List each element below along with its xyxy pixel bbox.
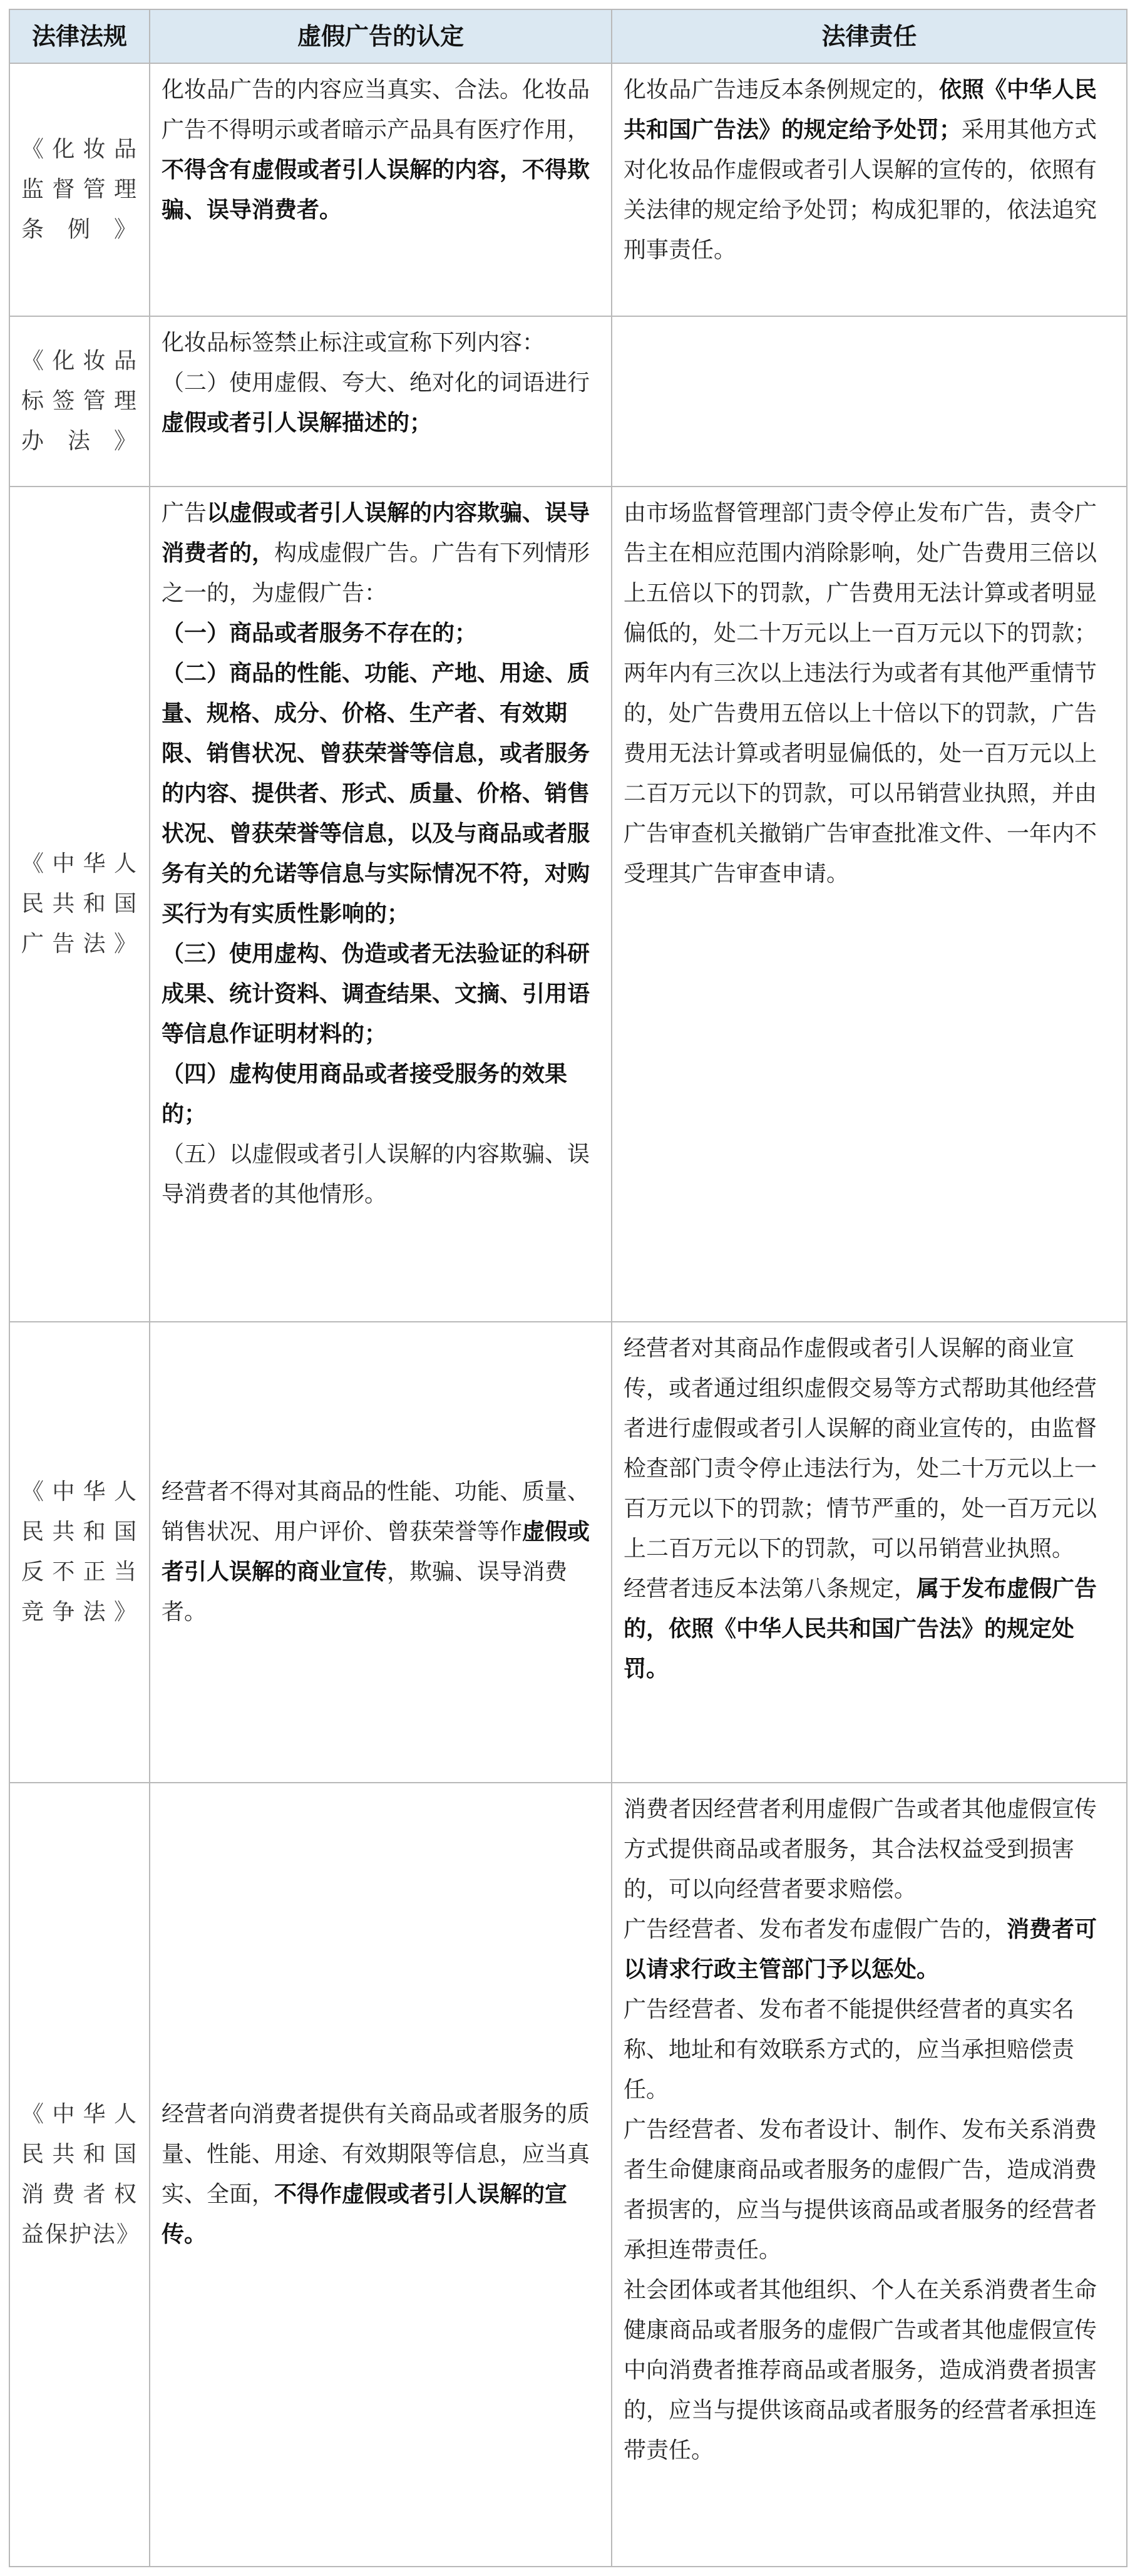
law-name: 《化妆品监督管理条例》 [21, 137, 138, 242]
table-row [9, 1783, 1127, 2567]
law-name-cell [9, 1783, 150, 2567]
law-name-cell [9, 487, 150, 1322]
bold-text-segment: 虚假或者引人误解描述的； [162, 410, 433, 436]
text-segment: ，欺骗、误导消费者。 [162, 1559, 568, 1625]
table-header [9, 9, 1127, 63]
paragraph [624, 1329, 1115, 1569]
paragraph [624, 1910, 1115, 1990]
liability-cell [612, 316, 1127, 487]
text-segment: （二）使用虚假、夸大、绝对化的词语进行 [162, 370, 590, 396]
text-segment: 采用其他方式对化妆品作虚假或者引人误解的宣传的，依照有关法律的规定给予处罚；构成犯罪的，依法追究刑事责任。 [624, 117, 1097, 263]
law-name: 《化妆品标签管理办法》 [21, 348, 138, 454]
text-segment: 两年内有三次以上违法行为或者有其他严重情节的，处广告费用五倍以上十倍以下的罚款，广告费用无法计算或者明显偏低的，处一百万元以上二百万元以下的罚款，可以吊销营业执照，并由广告审查机关撤销广告审查批准文件、一年内不受理其广告审查申请。 [624, 661, 1097, 887]
text-segment: 广告经营者、发布者不能提供经营者的真实名称、地址和有效联系方式的，应当承担赔偿责任。 [624, 1997, 1075, 2103]
paragraph [162, 1135, 600, 1215]
definition-cell [150, 63, 612, 316]
paragraph [162, 363, 600, 443]
text-segment: 构成虚假广告。广告有下列情形之一的，为虚假广告： [162, 540, 590, 606]
bold-text-segment: （二）商品的性能、功能、产地、用途、质量、规格、成分、价格、生产者、有效期限、销售状况、曾获荣誉等信息，或者服务的内容、提供者、形式、质量、价格、销售状况、曾获荣誉等信息，以及与商品或者服务有关的允诺等信息与实际情况不符，对购买行为有实质性影响的； [162, 661, 590, 927]
text-segment: 化妆品广告的内容应当真实、合法。化妆品广告不得明示或者暗示产品具有医疗作用， [162, 77, 590, 143]
paragraph [162, 70, 600, 230]
text-segment: 广告经营者、发布者设计、制作、发布关系消费者生命健康商品或者服务的虚假广告，造成消费者损害的，应当与提供该商品或者服务的经营者承担连带责任。 [624, 2117, 1097, 2263]
text-segment: 化妆品广告违反本条例规定的， [624, 77, 940, 103]
table-row [9, 1322, 1127, 1783]
law-name: 《中华人民共和国消费者权益保护法》 [21, 2101, 141, 2247]
paragraph [162, 654, 600, 934]
header-row [9, 9, 1127, 63]
text-segment: 经营者对其商品作虚假或者引人误解的商业宣传，或者通过组织虚假交易等方式帮助其他经营者进行虚假或者引人误解的商业宣传的，由监督检查部门责令停止违法行为，处二十万元以上一百万元以下的罚款；情节严重的，处一百万元以上二百万元以下的罚款，可以吊销营业执照。 [624, 1336, 1097, 1562]
text-segment: 社会团体或者其他组织、个人在关系消费者生命健康商品或者服务的虚假广告或者其他虚假宣传中向消费者推荐商品或者服务，造成消费者损害的，应当与提供该商品或者服务的经营者承担连带责任。 [624, 2277, 1097, 2463]
bold-text-segment: 以虚假或者引人误解的内容欺骗、误导消费者的， [162, 500, 590, 566]
definition-cell [150, 316, 612, 487]
bold-text-segment: 属于发布虚假广告的，依照《中华人民共和国广告法》的规定处罚。 [624, 1576, 1097, 1682]
liability-cell [612, 1322, 1127, 1783]
paragraph [624, 1790, 1115, 1910]
paragraph [162, 2094, 600, 2255]
text-segment: 经营者违反本法第八条规定， [624, 1576, 917, 1602]
paragraph [162, 493, 600, 614]
header-law: 法律法规 [9, 9, 150, 63]
paragraph [162, 323, 600, 363]
bold-text-segment: 虚假或者引人误解的商业宣传 [162, 1519, 590, 1585]
paragraph [624, 1990, 1115, 2110]
liability-cell [612, 1783, 1127, 2567]
text-segment: 由市场监督管理部门责令停止发布广告，责令广告主在相应范围内消除影响，处广告费用三倍以上五倍以下的罚款，广告费用无法计算或者明显偏低的，处二十万元以上一百万元以下的罚款； [624, 500, 1097, 646]
bold-text-segment: （一）商品或者服务不存在的； [162, 621, 478, 646]
definition-cell [150, 1783, 612, 2567]
paragraph [162, 614, 600, 654]
bold-text-segment: 消费者可以请求行政主管部门予以惩处。 [624, 1917, 1097, 1982]
definition-cell [150, 1322, 612, 1783]
bold-text-segment: 依照《中华人民共和国广告法》的规定给予处罚； [624, 77, 1097, 143]
paragraph [162, 1054, 600, 1135]
text-segment: 经营者不得对其商品的性能、功能、质量、销售状况、用户评价、曾获荣誉等作 [162, 1479, 590, 1545]
paragraph [162, 1472, 600, 1632]
law-name: 《中华人民共和国广告法》 [21, 851, 138, 957]
definition-cell [150, 487, 612, 1322]
header-liability: 法律责任 [612, 9, 1127, 63]
law-name-cell [9, 63, 150, 316]
text-segment: 广告 [162, 500, 207, 526]
law-name-cell [9, 316, 150, 487]
text-segment: 化妆品标签禁止标注或宣称下列内容： [162, 330, 545, 356]
paragraph [624, 2110, 1115, 2270]
text-segment: 广告经营者、发布者发布虚假广告的， [624, 1917, 1007, 1942]
law-name: 《中华人民共和国反不正当竞争法》 [21, 1479, 138, 1625]
paragraph [624, 1569, 1115, 1689]
bold-text-segment: 不得作虚假或者引人误解的宣传。 [162, 2182, 568, 2247]
law-comparison-table [9, 9, 1127, 2567]
table-row [9, 487, 1127, 1322]
bold-text-segment: （四）虚构使用商品或者接受服务的效果的； [162, 1061, 568, 1127]
paragraph [624, 70, 1115, 270]
bold-text-segment: （三）使用虚构、伪造或者无法验证的科研成果、统计资料、调查结果、文摘、引用语等信息作证明材料的； [162, 941, 590, 1047]
text-segment: 消费者因经营者利用虚假广告或者其他虚假宣传方式提供商品或者服务，其合法权益受到损害的，可以向经营者要求赔偿。 [624, 1796, 1097, 1902]
text-segment: 经营者向消费者提供有关商品或者服务的质量、性能、用途、有效期限等信息，应当真实、全面， [162, 2101, 590, 2207]
header-definition: 虚假广告的认定 [150, 9, 612, 63]
law-name-cell [9, 1322, 150, 1783]
paragraph [624, 654, 1115, 894]
liability-cell [612, 487, 1127, 1322]
paragraph [624, 493, 1115, 654]
table-row [9, 63, 1127, 316]
bold-text-segment: 不得含有虚假或者引人误解的内容，不得欺骗、误导消费者。 [162, 157, 590, 223]
paragraph [624, 2270, 1115, 2471]
table-row [9, 316, 1127, 487]
text-segment: （五）以虚假或者引人误解的内容欺骗、误导消费者的其他情形。 [162, 1141, 590, 1207]
liability-cell [612, 63, 1127, 316]
paragraph [162, 934, 600, 1054]
